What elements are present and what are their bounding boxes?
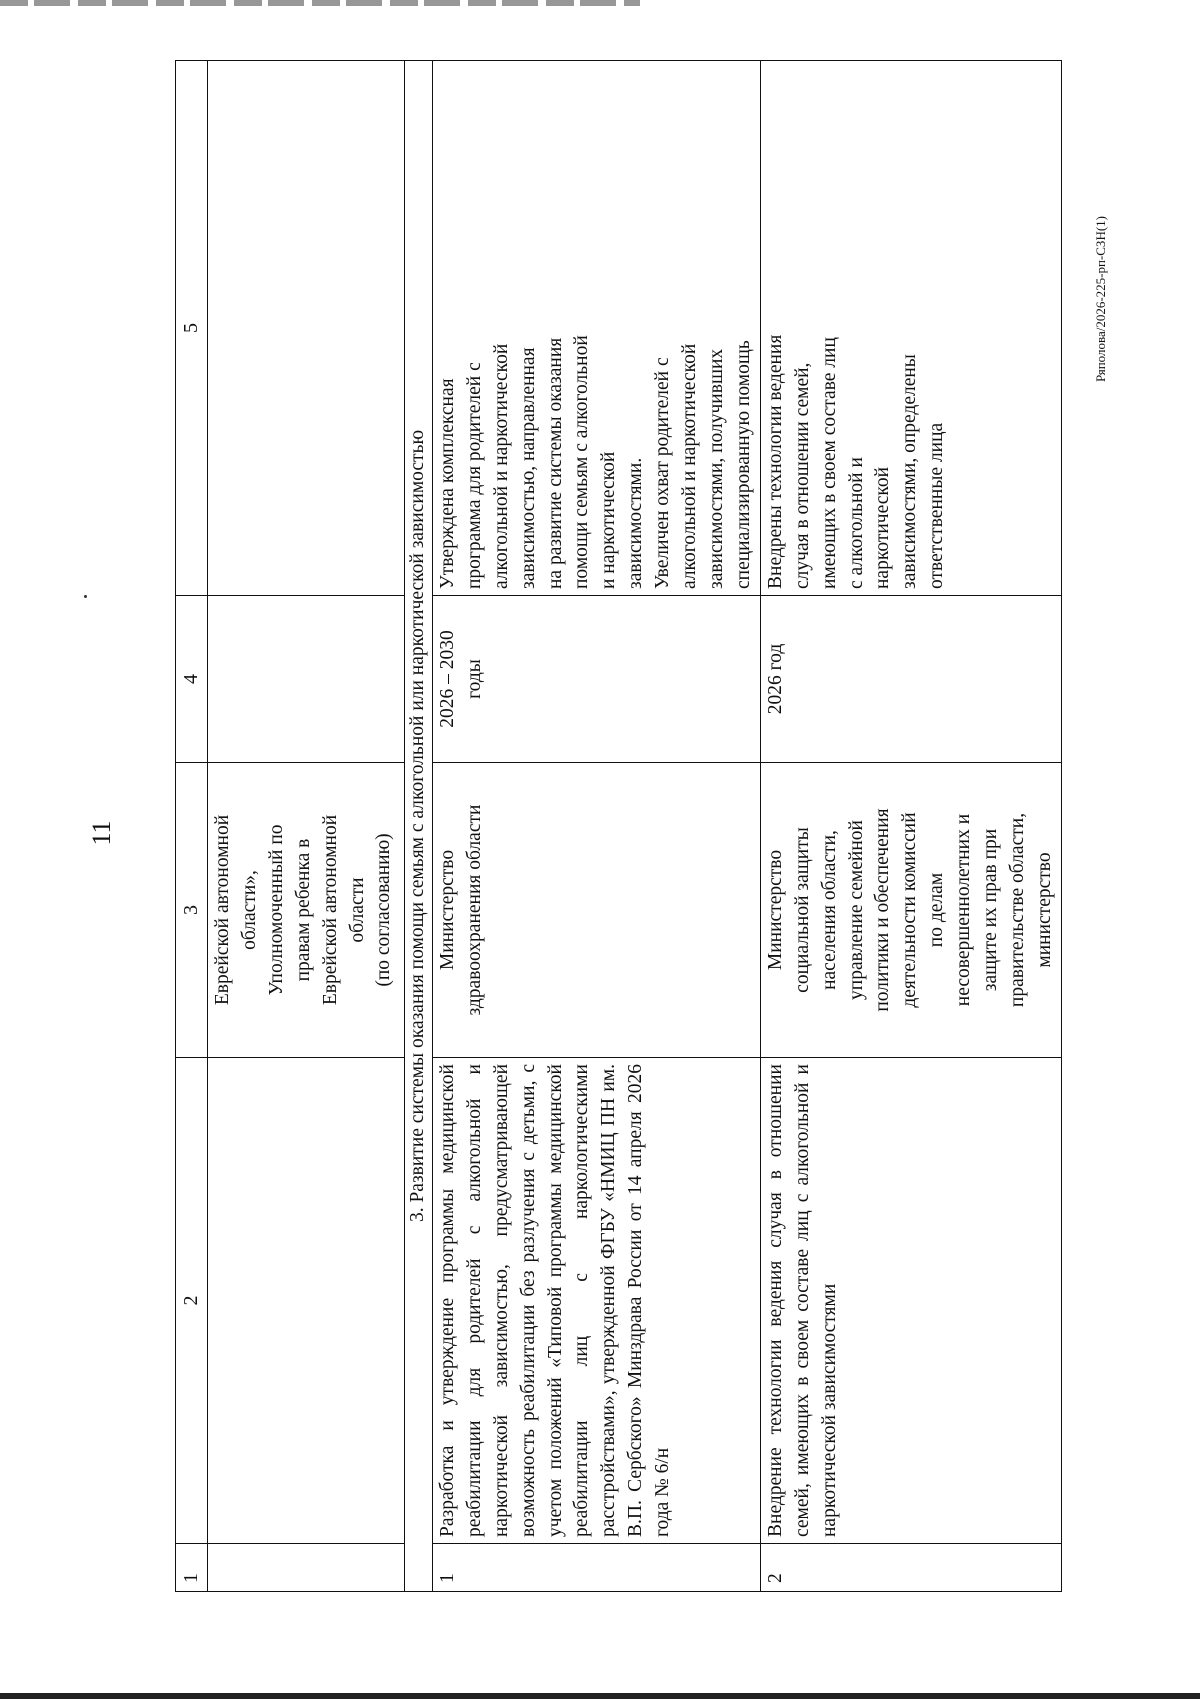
executor-line: социальной защиты xyxy=(791,827,813,993)
executor-line: несовершеннолетних и xyxy=(953,813,975,1007)
continuation-row xyxy=(208,61,405,1592)
row-number: 2 xyxy=(760,1544,1061,1592)
row-measure: Внедрение технологии ведения случая в отношении семей, имеющих в своем составе лиц с алкогольной и наркотической зависимостями xyxy=(760,1058,1061,1544)
result-line: Утверждена комплексная xyxy=(436,378,458,589)
row-number: 1 xyxy=(432,1544,760,1592)
cont-col-4 xyxy=(208,596,405,763)
document-code-text: Ряполова/2026-225-рп-СЗН(1) xyxy=(1093,216,1108,383)
result-line: зависимостями, получивших xyxy=(705,348,727,589)
executor-line: Министерство xyxy=(764,849,786,971)
row-executor xyxy=(432,763,760,1058)
term-line: годы xyxy=(463,659,485,699)
document-code xyxy=(1092,150,1110,450)
row-executor xyxy=(760,763,1061,1058)
cont-executor-line: Уполномоченный по xyxy=(265,824,287,996)
header-col-1: 1 xyxy=(176,1544,208,1592)
result-line: ответственные лица xyxy=(926,422,948,589)
scan-top-edge xyxy=(0,0,640,6)
page-number: 11 xyxy=(87,820,116,846)
executor-line: управление семейной xyxy=(845,820,867,1000)
row-result xyxy=(760,61,1061,596)
executor-line: министерство xyxy=(1033,852,1055,968)
result-line: Увеличен охват родителей с xyxy=(652,357,674,589)
executor-line: политики и обеспечения xyxy=(872,808,894,1012)
result-line: зависимостями, определены xyxy=(899,354,921,589)
section-title: 3. Развитие системы оказания помощи семьям с алкогольной или наркотической зависимостью xyxy=(405,61,433,1592)
cont-executor-line: правам ребенка в xyxy=(292,838,314,982)
cont-executor-line: области xyxy=(346,877,368,943)
row-term xyxy=(760,596,1061,763)
scan-bottom-edge xyxy=(0,1693,1200,1699)
executor-line: Министерство xyxy=(436,849,458,971)
cont-executor-line: области», xyxy=(238,870,260,950)
executor-line: защите их прав при xyxy=(980,828,1002,992)
result-line: зависимостями. xyxy=(625,457,647,589)
measures-table xyxy=(175,60,1062,1592)
cont-col-1 xyxy=(208,1544,405,1592)
rotated-table-container xyxy=(175,110,1075,1592)
row-term xyxy=(432,596,760,763)
result-line: специализированную помощь xyxy=(732,340,754,589)
result-line: имеющих в своем составе лиц xyxy=(818,337,840,589)
result-line: Внедрены технологии ведения xyxy=(764,334,786,589)
cont-col-2 xyxy=(208,1058,405,1544)
cont-executor-line: Еврейской автономной xyxy=(319,814,341,1006)
cont-executor xyxy=(208,763,405,1058)
scan-speck xyxy=(84,595,87,598)
header-col-3: 3 xyxy=(176,763,208,1058)
result-line: алкогольной и наркотической xyxy=(679,343,701,589)
result-line: случая в отношении семей, xyxy=(791,362,813,589)
executor-line: населения области, xyxy=(818,830,840,990)
cont-executor-line: Еврейской автономной xyxy=(212,814,233,1006)
executor-line: деятельности комиссий xyxy=(899,812,921,1008)
table-row xyxy=(760,61,1061,1592)
result-line: и наркотической xyxy=(598,451,620,589)
result-line: алкогольной и наркотической xyxy=(490,343,512,589)
header-col-4: 4 xyxy=(176,596,208,763)
executor-line: здравоохранения области xyxy=(463,804,485,1016)
row-result xyxy=(432,61,760,596)
row-measure: Разработка и утверждение программы медицинской реабилитации для родителей с алкогольной и наркотической зависимостью, предусматривающей возможность реабилитации без разлучения с детьми, с учетом положений «Типовой программы медицинской реабилитации лиц с наркологическими расстройствами», утвержденной ФГБУ «НМИЦ ПН им. В.П. Сербского» Минздрава России от 14 апреля 2026 года № 6/н xyxy=(432,1058,760,1544)
header-col-2: 2 xyxy=(176,1058,208,1544)
cont-col-5 xyxy=(208,61,405,596)
executor-line: по делам xyxy=(926,872,948,948)
section-row xyxy=(405,61,433,1592)
result-line: с алкогольной и xyxy=(845,457,867,589)
result-line: помощи семьям с алкогольной xyxy=(571,335,593,589)
header-col-5: 5 xyxy=(176,61,208,596)
executor-line: правительстве области, xyxy=(1006,812,1028,1008)
cont-executor-line: (по согласованию) xyxy=(373,833,395,987)
result-line: программа для родителей с xyxy=(463,362,485,589)
result-line: на развитие системы оказания xyxy=(544,337,566,589)
result-line: наркотической xyxy=(872,466,894,589)
table-row xyxy=(432,61,760,1592)
term-line: 2026 год xyxy=(764,643,786,715)
term-line: 2026 – 2030 xyxy=(436,630,458,728)
result-line: зависимостью, направленная xyxy=(517,347,539,589)
header-row xyxy=(176,61,208,1592)
